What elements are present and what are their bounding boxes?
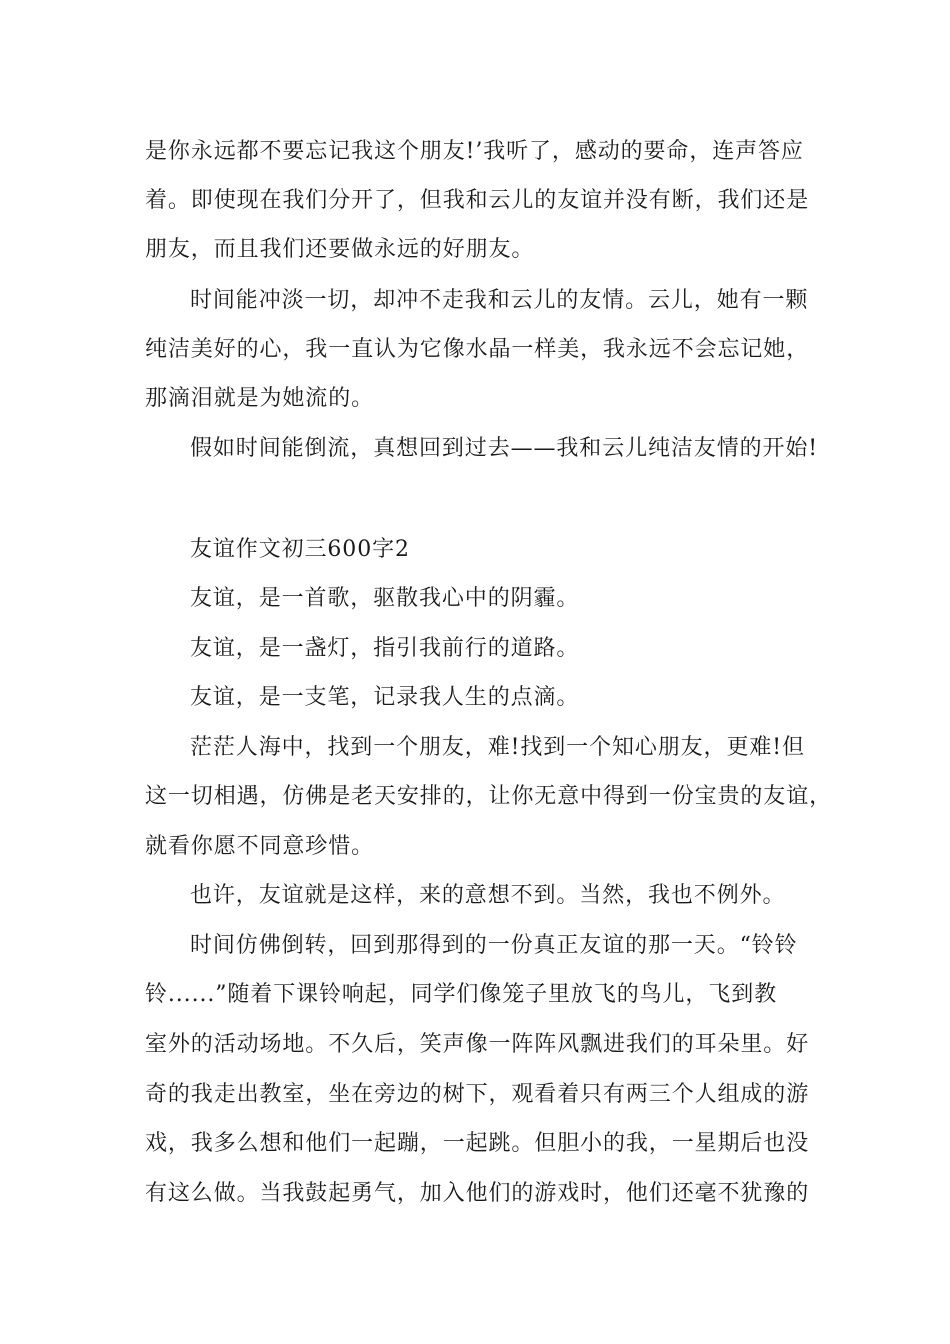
text-line: 茫茫人海中，找到一个朋友，难!找到一个知心朋友，更难!但 [190,735,805,760]
text-line: 也许，友谊就是这样，来的意想不到。当然，我也不例外。 [190,883,786,908]
text-line: 朋友，而且我们还要做永远的好朋友。 [145,237,535,262]
text-line: 纯洁美好的心，我一直认为它像水晶一样美，我永远不会忘记她， [145,337,810,362]
text-line: 有这么做。当我鼓起勇气，加入他们的游戏时，他们还毫不犹豫的 [145,1181,810,1206]
text-line: 这一切相遇，仿佛是老天安排的，让你无意中得到一份宝贵的友谊， [145,784,833,809]
text-line: 着。即使现在我们分开了，但我和云儿的友谊并没有断，我们还是 [145,188,810,213]
text-line: 就看你愿不同意珍惜。 [145,834,375,859]
text-line: 假如时间能倒流，真想回到过去——我和云儿纯洁友情的开始! [190,436,819,461]
text-line: 友谊，是一首歌，驱散我心中的阴霾。 [190,586,580,611]
text-line: 时间能冲淡一切，却冲不走我和云儿的友情。云儿，她有一颗 [190,288,809,313]
section-heading: 友谊作文初三600字2 [190,537,410,562]
text-line: 那滴泪就是为她流的。 [145,386,375,411]
text-line: 室外的活动场地。不久后，笑声像一阵阵风飘进我们的耳朵里。好 [145,1032,810,1057]
text-line: 奇的我走出教室，坐在旁边的树下，观看着只有两三个人组成的游 [145,1082,810,1107]
text-line: 戏，我多么想和他们一起蹦，一起跳。但胆小的我，一星期后也没 [145,1131,810,1156]
text-line: 是你永远都不要忘记我这个朋友!’我听了，感动的要命，连声答应 [145,139,804,164]
text-line: 铃......”随着下课铃响起，同学们像笼子里放飞的鸟儿，飞到教 [145,982,778,1007]
text-line: 友谊，是一盏灯，指引我前行的道路。 [190,636,580,661]
text-line: 友谊，是一支笔，记录我人生的点滴。 [190,685,580,710]
text-line: 时间仿佛倒转，回到那得到的一份真正友谊的那一天。“铃铃 [190,933,798,958]
